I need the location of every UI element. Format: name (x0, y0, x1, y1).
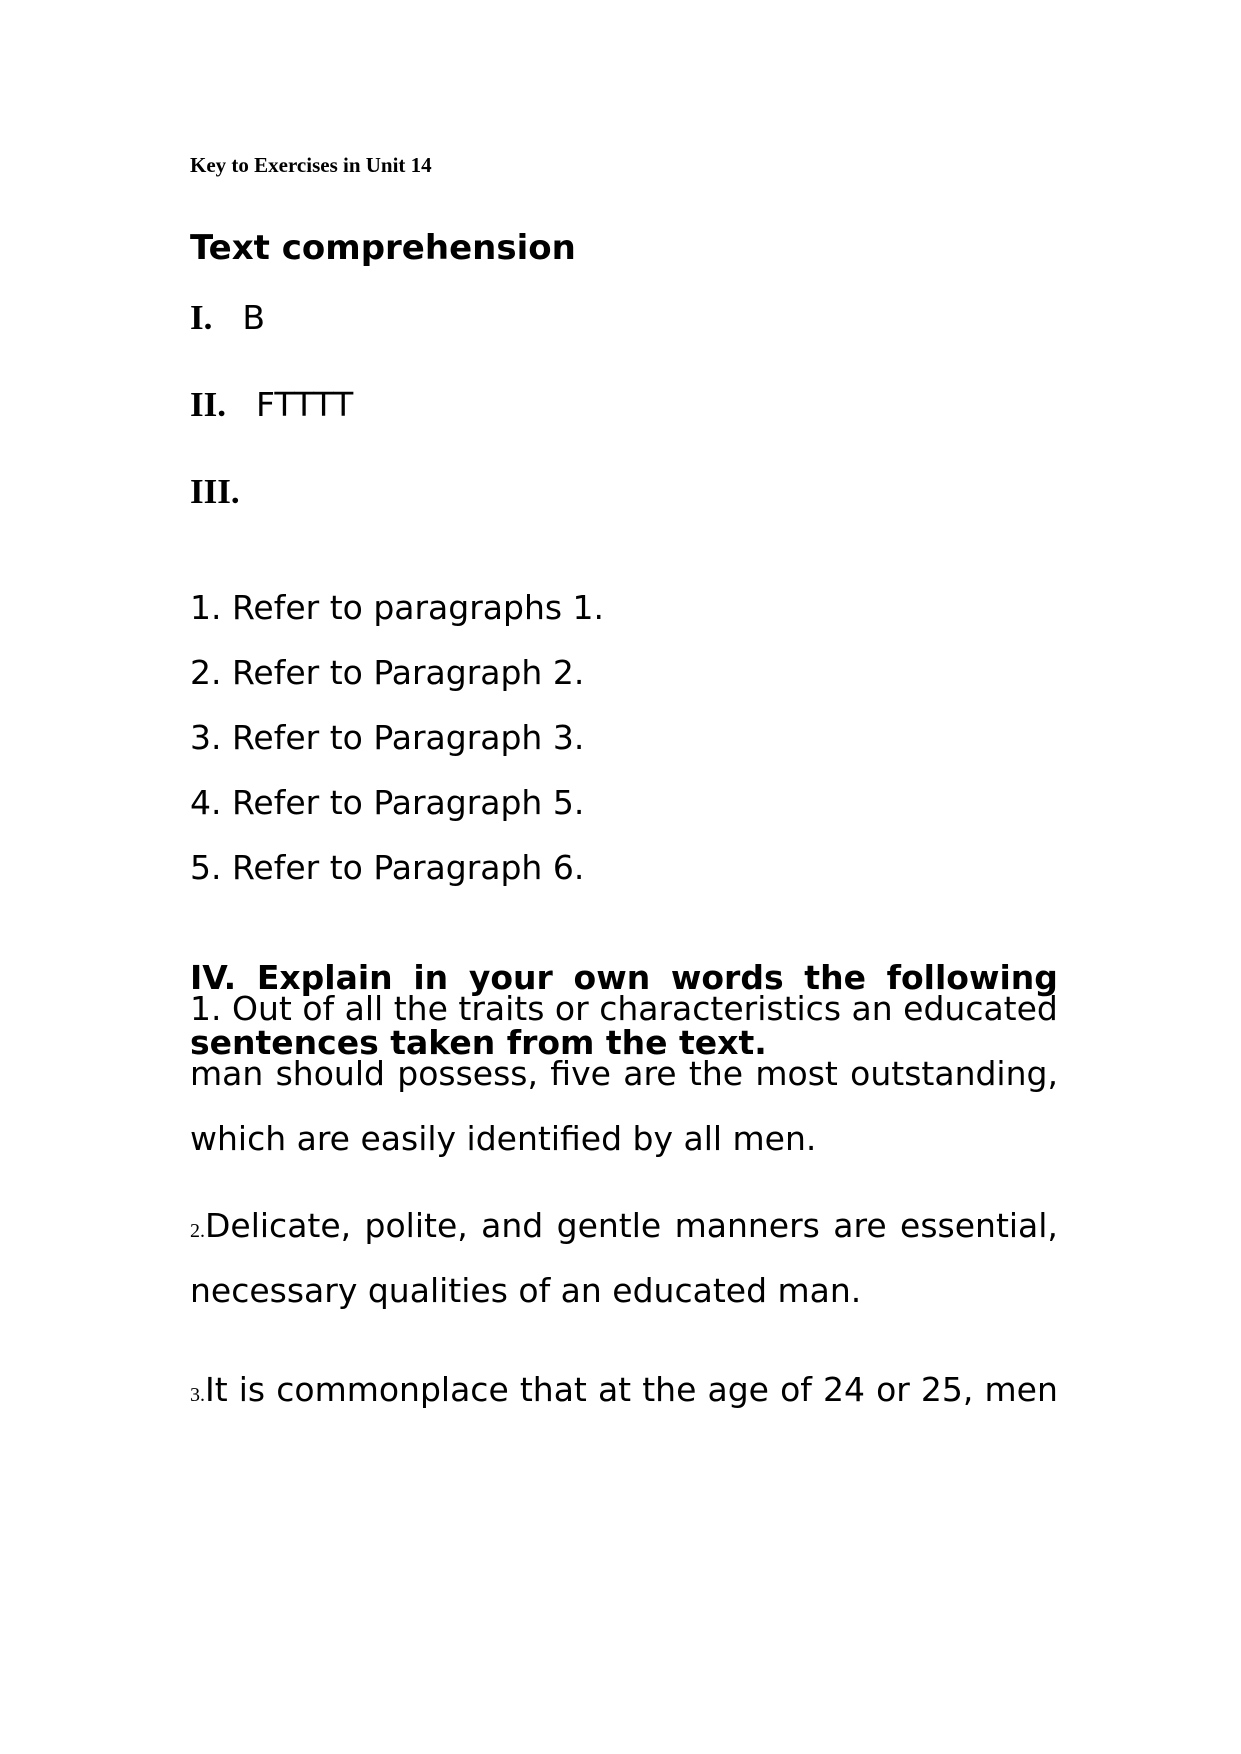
word: manners (674, 1206, 820, 1245)
word: or (876, 1370, 910, 1409)
answer-number: 1. (190, 989, 222, 1028)
heading-word: own (573, 958, 651, 997)
heading-word: in (413, 958, 449, 997)
word: are (623, 1054, 677, 1093)
word: man (190, 1054, 264, 1093)
heading-line: sentences taken from the text. (190, 1023, 767, 1062)
answer-number: 2. (190, 1220, 205, 1242)
word: the (393, 989, 448, 1028)
answer-paragraph-2 (190, 1193, 1058, 1323)
heading-word: the (804, 958, 866, 997)
word: the (688, 1054, 744, 1093)
word: age (707, 1370, 769, 1409)
word: at (597, 1370, 632, 1409)
answer-number: 3. (190, 1384, 205, 1406)
list-item: 5. Refer to Paragraph 6. (190, 848, 585, 887)
list-item: 1. Refer to paragraphs 1. (190, 588, 605, 627)
word: outstanding, (850, 1054, 1058, 1093)
word: is (238, 1370, 266, 1409)
word: most (755, 1054, 838, 1093)
word: and (481, 1206, 544, 1245)
paragraph-line: necessary qualities of an educated man. (190, 1271, 862, 1310)
word: gentle (556, 1206, 662, 1245)
word: are (833, 1206, 887, 1245)
heading-word: your (468, 958, 553, 997)
section-title: Text comprehension (190, 228, 576, 268)
answer-paragraph-3 (190, 1357, 1058, 1422)
word (190, 1357, 228, 1422)
paragraph-line (190, 1357, 1058, 1422)
word: Delicate, (205, 1206, 352, 1245)
word: It (205, 1370, 228, 1409)
heading-word: following (886, 958, 1058, 997)
word: of (302, 989, 335, 1028)
word (190, 1193, 351, 1258)
word: or (554, 989, 589, 1028)
word: characteristics (599, 989, 842, 1028)
paragraph-line: which are easily identified by all men. (190, 1119, 817, 1158)
word: essential, (900, 1206, 1058, 1245)
exercise-iii (190, 474, 240, 510)
exercise-iii-list (190, 588, 604, 913)
exercise-ii (190, 387, 353, 423)
word: an (851, 989, 893, 1028)
paragraph-line (190, 1041, 1058, 1106)
word: 24 (822, 1370, 865, 1409)
exercise-iii-number: III. (190, 472, 240, 511)
paragraph-line (190, 976, 1058, 1041)
exercise-i-number: I. (190, 298, 213, 337)
word: the (642, 1370, 697, 1409)
document-header: Key to Exercises in Unit 14 (190, 153, 432, 177)
word: traits (458, 989, 545, 1028)
document-page (190, 0, 1058, 1754)
exercise-i (190, 300, 265, 336)
word: educated (903, 989, 1058, 1028)
word: commonplace (276, 1370, 509, 1409)
heading-word: IV. (190, 958, 237, 997)
list-item: 2. Refer to Paragraph 2. (190, 653, 585, 692)
answer-paragraph-1 (190, 976, 1058, 1171)
word: polite, (364, 1206, 468, 1245)
word: of (780, 1370, 812, 1409)
word: all (344, 989, 384, 1028)
word: Out (232, 989, 292, 1028)
heading-word: words (670, 958, 784, 997)
heading-word: Explain (256, 958, 393, 997)
word: possess, (397, 1054, 538, 1093)
word: men (984, 1370, 1058, 1409)
word: should (275, 1054, 385, 1093)
paragraph-line (190, 1193, 1058, 1258)
exercise-ii-answer: FTTTT (256, 385, 354, 424)
exercise-ii-number: II. (190, 385, 226, 424)
list-item: 4. Refer to Paragraph 5. (190, 783, 585, 822)
list-item: 3. Refer to Paragraph 3. (190, 718, 585, 757)
word: 25, (920, 1370, 974, 1409)
word: that (519, 1370, 587, 1409)
word: five (550, 1054, 611, 1093)
exercise-i-answer: B (242, 298, 266, 337)
